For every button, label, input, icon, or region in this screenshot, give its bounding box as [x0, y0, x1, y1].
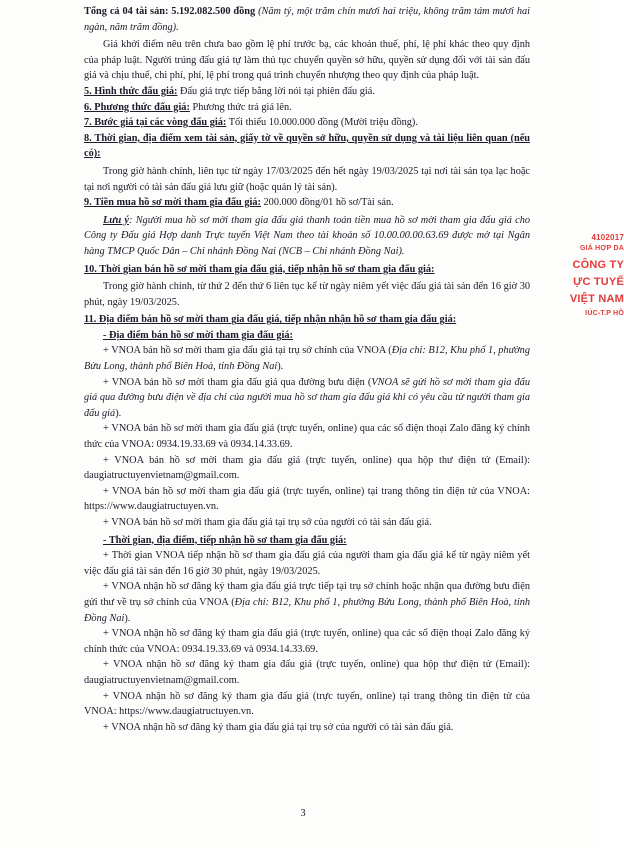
starting-price-note: Giá khởi điểm nêu trên chưa bao gồm lệ phí trước bạ, các khoản thuế, phí, lệ phí khác theo quy định của pháp luật. Người trúng đấu giá tự làm thủ tục chuyển quyền sở hữu, quyền sử dụng đối với tài sản đấu giá và chịu thuế, chi phí, phí, lệ phí trong quá trình chuyển nhượng theo quy định của pháp luật.: [84, 39, 530, 82]
list-item: [84, 548, 530, 579]
total-assets-line: [84, 4, 530, 35]
sub1-item-list: [84, 343, 530, 530]
list-item: [84, 626, 530, 657]
list-item: [84, 720, 530, 736]
list-item-text: + VNOA nhận hồ sơ đăng ký tham gia đấu giá (trực tuyến, online) qua các số điện thoại Zalo đăng ký chính thức của VNOA: 0934.19.33.69 và 0934.14.33.69.: [84, 628, 530, 655]
section-10-text: Trong giờ hành chính, từ thứ 2 đến thứ 6 liên tục kể từ ngày niêm yết việc đấu giá tài sản đến 16 giờ 30 phút, ngày 19/03/2025.: [84, 281, 530, 308]
list-item: [84, 484, 530, 515]
list-item: [84, 579, 530, 626]
section-11-heading: [84, 312, 530, 328]
total-assets-words: (Năm tỷ, một trăm chín mươi hai triệu, không trăm tám mươi hai ngàn, năm trăm đồng).: [84, 6, 530, 33]
list-item: [84, 657, 530, 688]
section-5: [84, 84, 530, 100]
section-6: [84, 100, 530, 116]
company-stamp: [532, 233, 624, 361]
stamp-line: GIÁ HỢP DA: [579, 245, 624, 252]
stamp-line: IÚC-T.P HỒ: [585, 310, 624, 317]
list-item-text: + VNOA bán hồ sơ mời tham gia đấu giá tại trụ sở chính của VNOA (: [103, 345, 392, 357]
section-6-text: Phương thức trả giá lên.: [189, 101, 292, 113]
stamp-line: VIỆT NAM: [569, 293, 624, 305]
list-item-text: + VNOA nhận hồ sơ đăng ký tham gia đấu giá (trực tuyến, online) qua hộp thư điện tử (Email): daugiatructuyenvietnam@gmail.com.: [84, 659, 530, 686]
page-number: 3: [300, 808, 306, 819]
section-7-heading: 7. Bước giá tại các vòng đấu giá:: [84, 117, 227, 129]
list-item: [84, 343, 530, 374]
list-item-text: + VNOA bán hồ sơ mời tham gia đấu giá tại trụ sở của người có tài sản đấu giá.: [103, 517, 432, 528]
section-11-sub2-text: - Thời gian, địa điểm, tiếp nhận hồ sơ tham gia đấu giá:: [103, 534, 347, 546]
list-item-text: + VNOA nhận hồ sơ đăng ký tham gia đấu giá tại trụ sở của người có tài sản đấu giá.: [103, 721, 454, 733]
section-11-sub2: [84, 533, 530, 549]
list-item: [84, 689, 530, 720]
list-item: [84, 375, 530, 422]
list-item-end: ).: [115, 407, 122, 419]
list-item-text: + VNOA bán hồ sơ mời tham gia đấu giá qua đường bưu điện (: [103, 376, 372, 388]
section-9: [84, 195, 530, 211]
section-6-heading: 6. Phương thức đấu giá:: [84, 101, 190, 113]
list-item-italic: VNOA sẽ gửi hồ sơ mời tham gia đấu giá qua đường bưu điện về địa chỉ của người mua hồ sơ tham gia đấu giá khi có yêu cầu từ người tham gia đấu giá: [84, 376, 530, 419]
stamp-line: ỰC TUYẾ: [573, 276, 624, 288]
list-item-text: + VNOA bán hồ sơ mời tham gia đấu giá (trực tuyến, online) qua các số điện thoại Zalo đăng ký chính thức của VNOA: 0934.19.33.69 và 0934.14.33.69.: [84, 423, 530, 451]
section-5-text: Đấu giá trực tiếp bằng lời nói tại phiên đấu giá.: [177, 85, 375, 97]
sub2-item-list: [84, 548, 530, 735]
document-body: [84, 4, 530, 735]
list-item: [84, 453, 530, 484]
section-8-text: Trong giờ hành chính, liên tục từ ngày 17/03/2025 đến hết ngày 19/03/2025 tại nơi tài sản tọa lạc hoặc tại nơi người có tài sản đấu giá lưu giữ (hoặc quản lý tài sản).: [84, 165, 530, 193]
list-item-text: + VNOA bán hồ sơ mời tham gia đấu giá (trực tuyến, online) tại trang thông tin điện tử của VNOA: https://www.daugiatructuyen.vn.: [84, 485, 530, 513]
section-9-text: 200.000 đồng/01 hồ sơ/Tài sản.: [260, 197, 394, 209]
section-9-heading: 9. Tiền mua hồ sơ mời tham gia đấu giá:: [84, 197, 261, 209]
list-item-italic: Địa chỉ: B12, Khu phố 1, phường Bửu Long, thành phố Biên Hoà, tỉnh Đồng Nai: [84, 345, 530, 373]
stamp-line: 4102017: [591, 233, 624, 242]
stamp-line: CÔNG TY: [572, 259, 624, 271]
list-item: [84, 421, 530, 452]
section-10-heading-text: 10. Thời gian bán hồ sơ mời tham gia đấu giá, tiếp nhận hồ sơ tham gia đấu giá:: [84, 263, 435, 275]
section-7-text: Tối thiểu 10.000.000 đồng (Mười triệu đồng).: [226, 117, 418, 129]
section-11-sub1: [84, 328, 530, 344]
list-item-end: ).: [124, 612, 131, 624]
section-9-note-label: Lưu ý: [103, 214, 130, 226]
list-item-text: + VNOA nhận hồ sơ đăng ký tham gia đấu giá trực tiếp tại trụ sở chính hoặc nhận qua đường bưu điện gửi thư về trụ sở chính của VNOA (: [84, 581, 530, 608]
list-item-text: + VNOA nhận hồ sơ đăng ký tham gia đấu giá (trực tuyến, online) tại trang thông tin điện tử của VNOA: https://www.daugiatructuyen.vn.: [84, 690, 530, 718]
total-assets-label: Tổng cả 04 tài sản: 5.192.082.500 đồng: [84, 6, 256, 17]
section-9-note-text: : Người mua hồ sơ mời tham gia đấu giá thanh toán tiền mua hồ sơ mời tham gia đấu giá cho Công ty Đấu giá Hợp danh Trực tuyến Việt Nam theo tài khoản số 10.00.00.00.63.69 được mở tại Ngân hàng TMCP Quốc Dân – Chi nhánh Đồng Nai (NCB – Chi nhánh Đồng Nai).: [84, 214, 530, 257]
list-item-text: + VNOA bán hồ sơ mời tham gia đấu giá (trực tuyến, online) qua hộp thư điện tử (Email): daugiatructuyenvietnam@gmail.com.: [84, 454, 530, 482]
section-11-sub1-text: - Địa điểm bán hồ sơ mời tham gia đấu giá:: [103, 329, 293, 341]
section-7: [84, 115, 530, 131]
list-item: [84, 515, 530, 531]
section-11-heading-text: 11. Địa điểm bán hồ sơ mời tham gia đấu giá, tiếp nhận nhận hồ sơ tham gia đấu giá:: [84, 314, 457, 326]
list-item-text: + Thời gian VNOA tiếp nhận hồ sơ tham gia đấu giá của người tham gia đấu giá kể từ ngày niêm yết việc đấu giá tài sản đến 16 giờ 30 phút, ngày 19/03/2025.: [84, 550, 530, 577]
section-9-note: [84, 213, 530, 260]
section-8-heading: 8. Thời gian, địa điểm xem tài sản, giấy tờ về quyền sở hữu, quyền sử dụng và tài liệu liên quan (nếu có):: [84, 132, 530, 160]
list-item-end: ).: [277, 361, 284, 373]
section-5-heading: 5. Hình thức đấu giá:: [84, 85, 178, 97]
section-10-heading: [84, 262, 530, 278]
list-item-italic: Địa chỉ: B12, Khu phố 1, phường Bửu Long, thành phố Biên Hoà, tỉnh Đồng Nai: [84, 596, 530, 624]
